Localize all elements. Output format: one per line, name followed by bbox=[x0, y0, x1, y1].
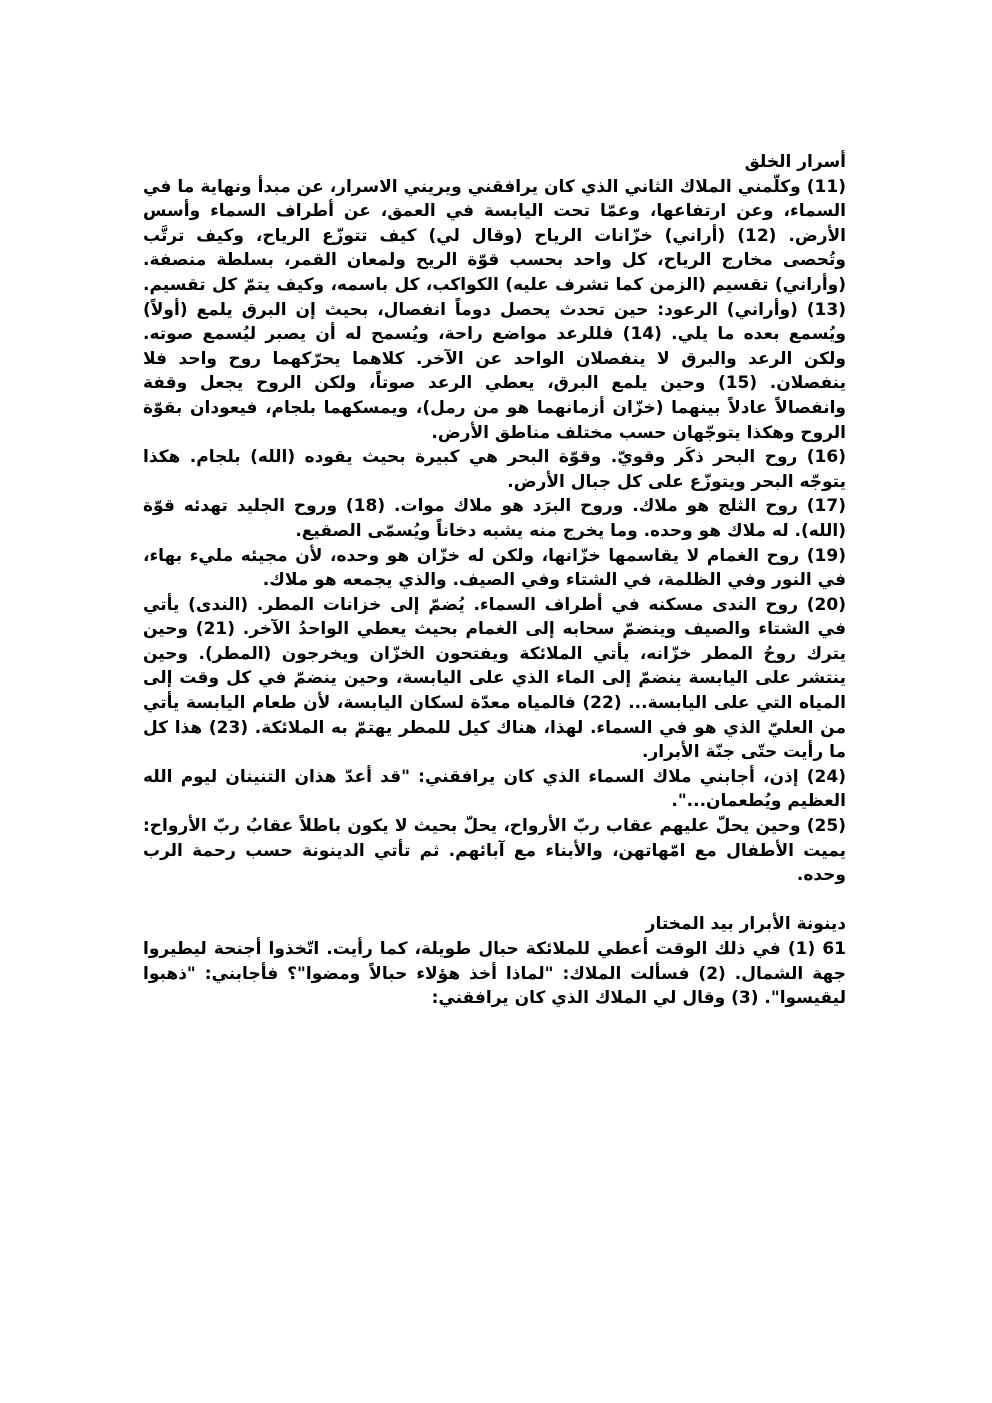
paragraph-verse-24: (24) إذن، أجابني ملاك السماء الذي كان يرافقني: "قد أعدّ هذان التنينان ليوم الله العظيم ويُطعمان...". bbox=[143, 766, 846, 812]
section-judgment-of-righteous bbox=[143, 912, 846, 1010]
paragraph-verse-16: (16) روح البحر ذكَر وقويّ. وقوّة البحر هي كبيرة بحيث يقوده (الله) بلجام. هكذا يتوجّه البحر ويتوزّع على كل جبال الأرض. bbox=[143, 447, 846, 492]
section-secrets-of-creation bbox=[143, 150, 846, 888]
section-divider-space bbox=[143, 888, 846, 913]
section-heading: دينونة الأبرار بيد المختار bbox=[645, 914, 846, 935]
paragraph-verses-11-15: (11) وكلّمني الملاك الثاني الذي كان يرافقني ويريني الاسرار، عن مبدأ ونهاية ما في السماء، وعن ارتفاعها، وعمّا تحت اليابسة في العمق، عن أطراف السماء وأسس الأرض. (12) (أراني) خزّانات الرياح (وقال لي) كيف تتوزّع الرياح، وكيف ترتَّب وتُحصى مخارج الرياح، كل واحد بحسب قوّة الريح ولمعان القمر، بسلطة منصفة. (وأراني) تقسيم (الزمن كما تشرف عليه) الكواكب، كل باسمه، وكيف يتمّ كل تقسيم. (13) (وأراني) الرعود: حين تحدث يحصل دوماً انفصال، بحيث إن البرق يلمع (أولاً) ويُسمع بعده ما يلي. (14) فللرعد مواضع راحة، ويُسمح له أن يصبر ليُسمع صوته. ولكن الرعد والبرق لا ينفصلان الواحد عن الآخر. كلاهما يحرّكهما روح واحد فلا ينفصلان. (15) وحين يلمع البرق، يعطي الرعد صوتاً، ولكن الروح يجعل وقفة وانفصالاً عادلاً بينهما (خزّان أزمانهما هو من رمل)، ويمسكهما بلجام، فيعودان بقوّة الروح وهكذا يتوجّهان حسب مختلف مناطق الأرض. bbox=[143, 176, 846, 443]
section-heading: أسرار الخلق bbox=[744, 152, 846, 172]
paragraph-verses-20-23: (20) روح الندى مسكنه في أطراف السماء. يُضمّ إلى خزانات المطر. (الندى) يأتي في الشتاء والصيف وينضمّ سحابه إلى الغمام بحيث يعطي الواحدُ الآخر. (21) وحين يترك روحُ المطر خزّانه، يأتي الملائكة ويفتحون الخزّان ويخرجون (المطر). وحين ينتشر على اليابسة ينضمّ إلى الماء الذي على اليابسة، وحين ينضمّ في كل وقت إلى المياه التي على اليابسة... (22) فالمياه معدّة لسكان اليابسة، لأن طعام اليابسة يأتي من العليّ الذي هو في السماء. لهذا، هناك كيل للمطر يهتمّ به الملائكة. (23) هذا كل ما رأيت حتّى جنّة الأبرار. bbox=[143, 594, 846, 763]
paragraph-chapter-61-verses-1-3: 61 (1) في ذلك الوقت أعطي للملائكة حبال طويلة، كما رأيت. اتّخذوا أجنحة ليطيروا جهة الشمال. (2) فسألت الملاك: "لماذا أخذ هؤلاء حبالاً ومضوا"؟ فأجابني: "ذهبوا ليقيسوا". (3) وقال لي الملاك الذي كان يرافقني: bbox=[143, 939, 846, 1009]
paragraph-verse-25: (25) وحين يحلّ عليهم عقاب ربّ الأرواح، يحلّ بحيث لا يكون باطلاً عقابُ ربّ الأرواح: يميت الأطفال مع امّهاتهن، والأبناء مع آبائهم. ثم تأتي الدينونة حسب رحمة الرب وحده. bbox=[143, 816, 846, 886]
paragraph-verses-17-18: (17) روح الثلج هو ملاك. وروح البرَد هو ملاك موات. (18) وروح الجليد تهدئه قوّة (الله). له ملاك هو وحده. وما يخرج منه يشبه دخاناً ويُسمّى الصقيع. bbox=[143, 496, 846, 541]
paragraph-verse-19: (19) روح الغمام لا يقاسمها خزّانها، ولكن له خزّان هو وحده، لأن مجيئه مليء بهاء، في النور وفي الظلمة، في الشتاء وفي الصيف. والذي يجمعه هو ملاك. bbox=[143, 545, 846, 591]
document-page bbox=[143, 150, 846, 1011]
